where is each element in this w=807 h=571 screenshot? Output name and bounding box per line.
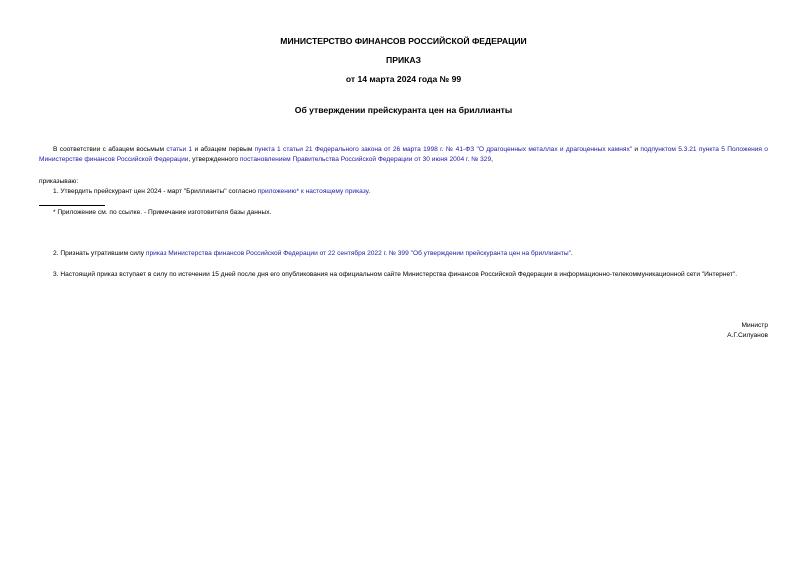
document-type-heading: ПРИКАЗ xyxy=(386,55,421,65)
preamble-text-4: , утвержденного xyxy=(188,156,240,163)
ministry-heading: МИНИСТЕРСТВО ФИНАНСОВ РОССИЙСКОЙ ФЕДЕРАЦИИ xyxy=(280,36,527,46)
preamble-text-2: и абзацем первым xyxy=(192,146,255,153)
date-number-heading: от 14 марта 2024 года № 99 xyxy=(345,74,462,84)
link-ministry-regulation[interactable]: подпунктом 5.3.21 пункта 5 Положения о Министерстве финансов Российской Федерации xyxy=(39,146,768,163)
preamble-text-1: В соответствии с абзацем восьмым xyxy=(53,146,167,153)
item2-text-2: . xyxy=(570,250,573,257)
link-to-this-order[interactable]: * к настоящему приказу xyxy=(296,188,369,195)
item1-text-1: 1. Утвердить прейскурант цен 2024 - март "Бриллианты" согласно xyxy=(53,188,258,195)
link-federal-law-41fz[interactable]: пункта 1 статьи 21 Федерального закона от 26 марта 1998 г. № 41-ФЗ "О драгоценных металлах и драгоценных камнях" xyxy=(254,146,633,153)
order-item-1 xyxy=(53,187,370,197)
document-title: Об утверждении прейскуранта цен на бриллианты xyxy=(294,105,513,115)
signature-position: Министр xyxy=(741,322,768,329)
link-government-decree-329[interactable]: постановлением Правительства Российской Федерации от 30 июня 2004 г. № 329 xyxy=(239,156,492,163)
footnote-separator xyxy=(39,205,105,206)
signature-name: А.Г.Силуанов xyxy=(727,332,768,339)
footnote: * Приложение см. по ссылке. - Примечание изготовителя базы данных. xyxy=(53,209,272,216)
link-article-1[interactable]: статьи 1 xyxy=(166,146,193,153)
item3-text: 3. Настоящий приказ вступает в силу по истечении 15 дней после дня его опубликования на официальном сайте Министерства финансов Российской Федерации в информационно-телекоммуникационной сети "Интернет". xyxy=(53,271,738,278)
order-item-3 xyxy=(39,270,768,280)
preamble-text-5: , xyxy=(491,156,493,163)
preamble-text-3: и xyxy=(632,146,641,153)
order-item-2 xyxy=(53,249,573,259)
order-word: приказываю: xyxy=(39,178,79,185)
preamble-paragraph xyxy=(39,145,768,165)
item2-text-1: 2. Признать утратившим силу xyxy=(53,250,146,257)
item1-text-3: . xyxy=(368,188,371,195)
link-order-399[interactable]: приказ Министерства финансов Российской Федерации от 22 сентября 2022 г. № 399 "Об утверждении прейскуранта цен на бриллианты" xyxy=(145,250,571,257)
link-appendix[interactable]: приложению xyxy=(257,188,297,195)
